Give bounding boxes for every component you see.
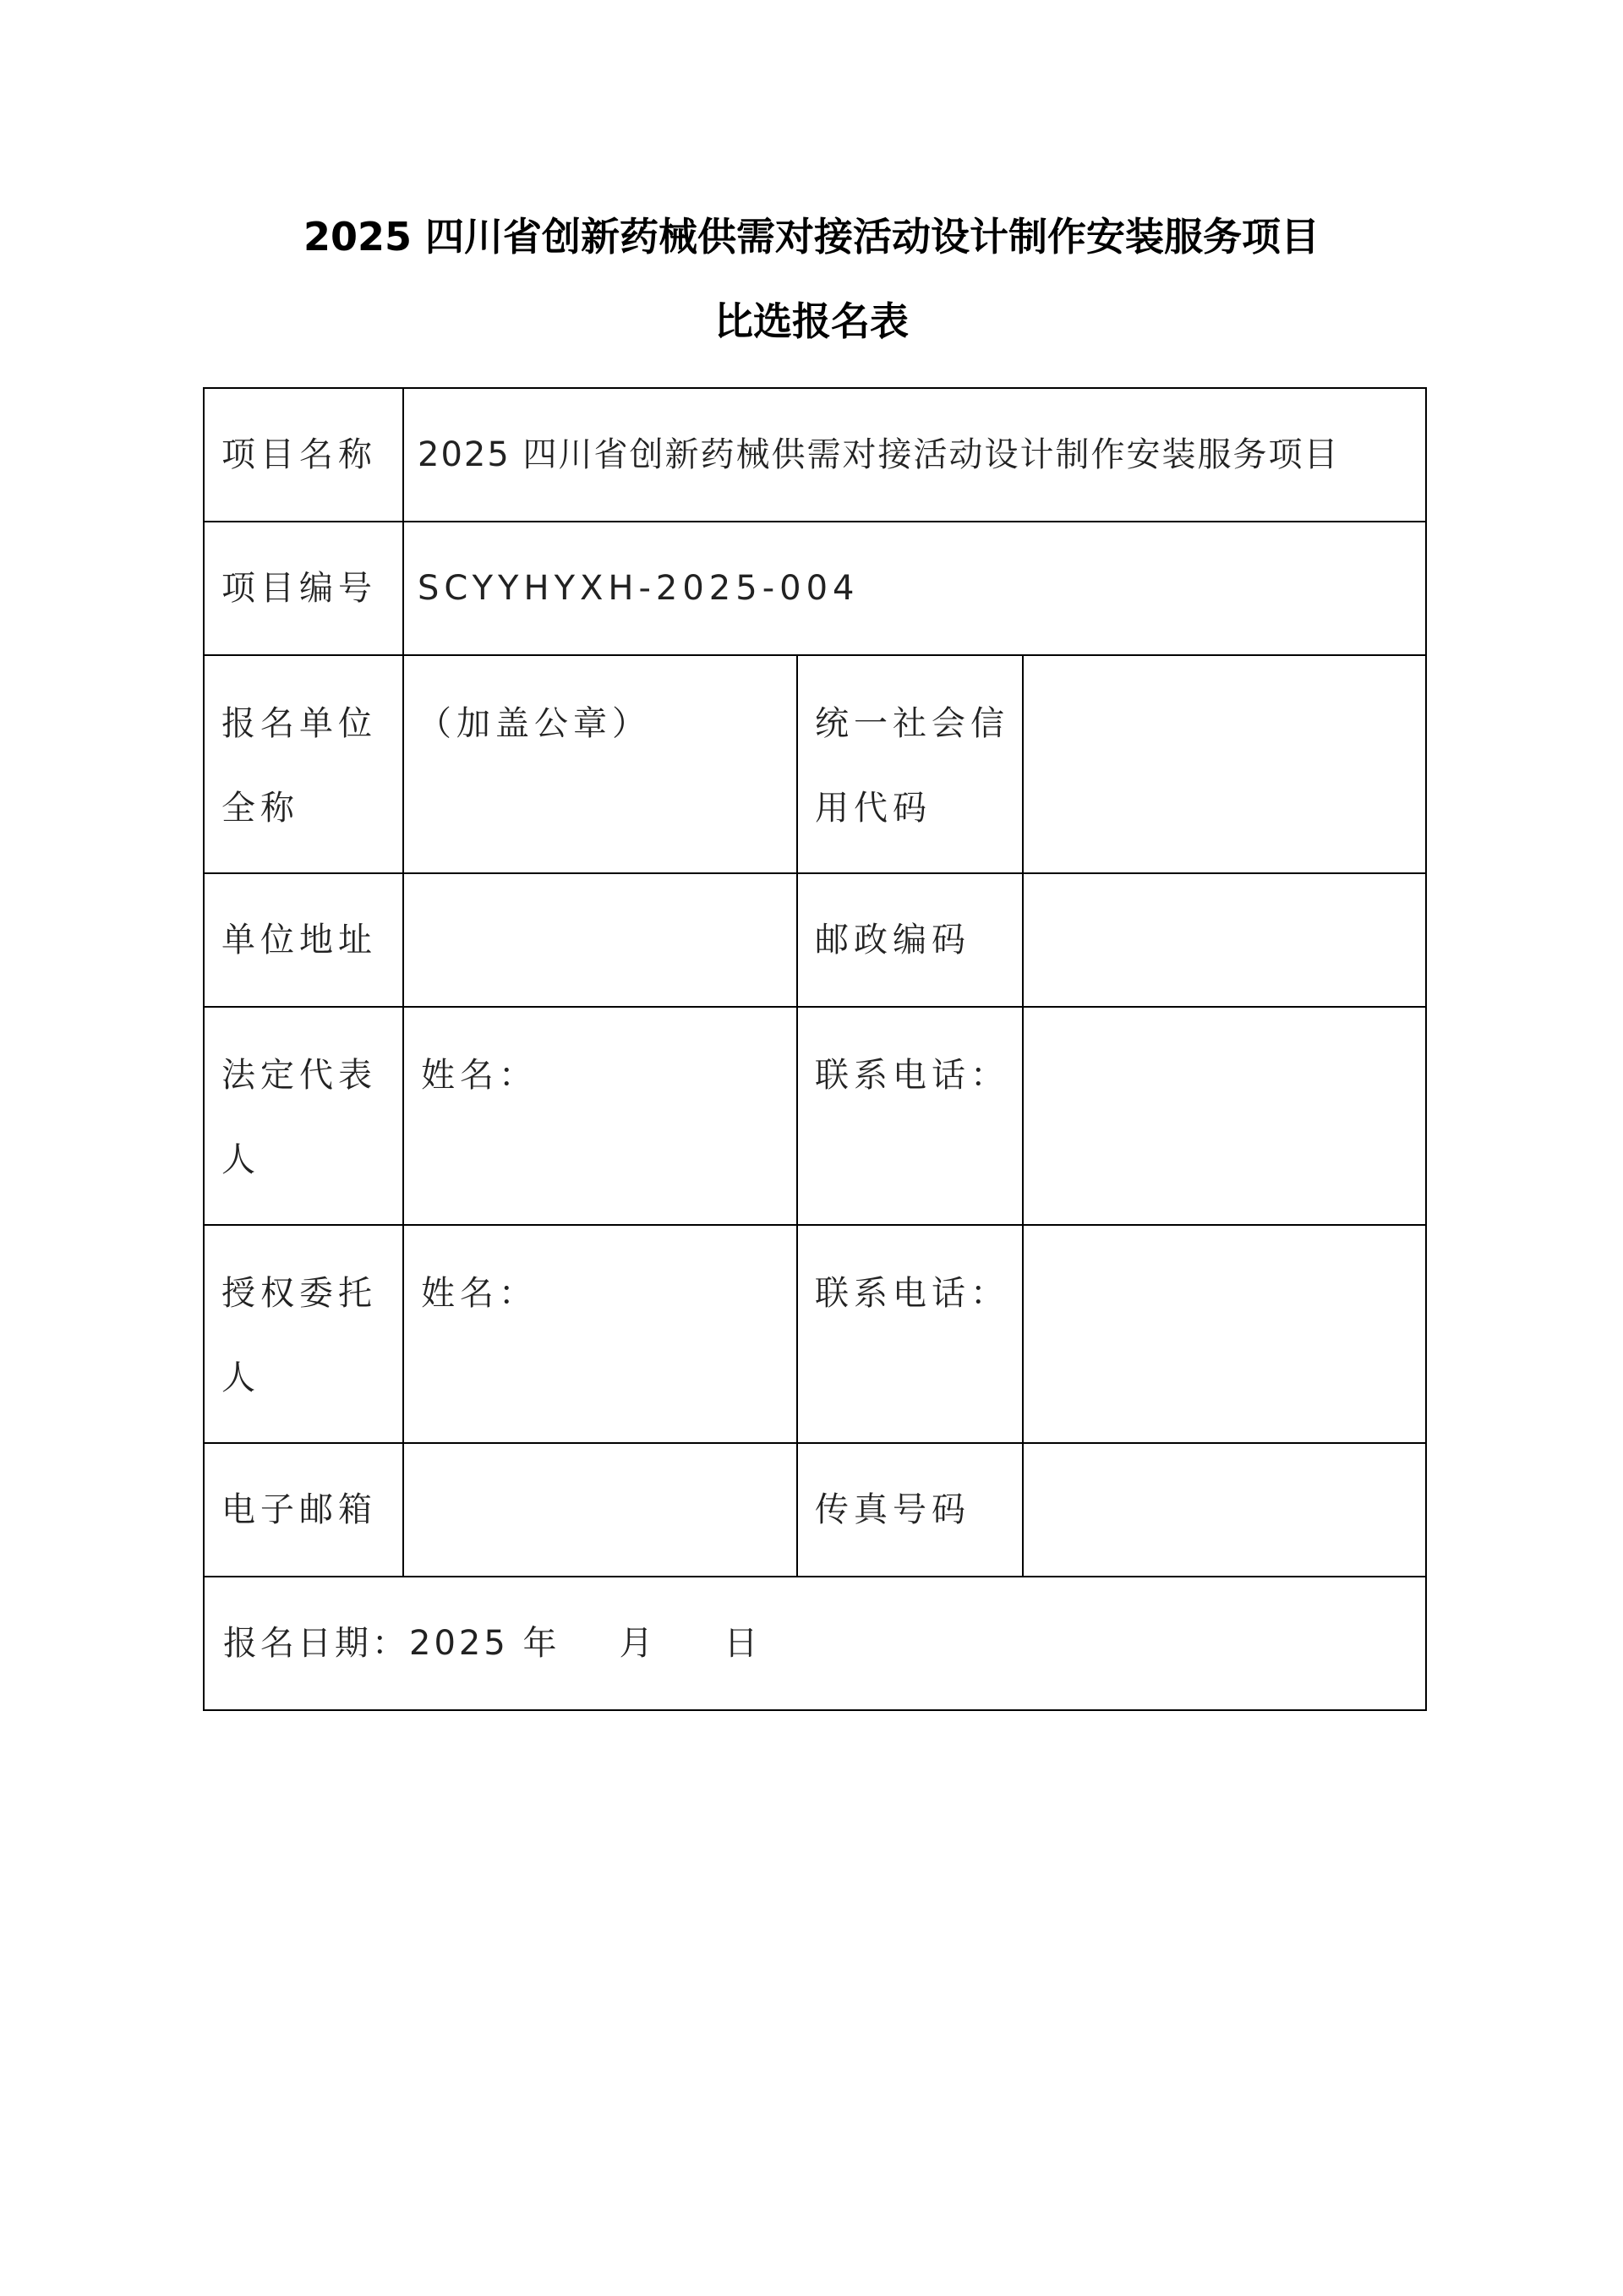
- row-address: [204, 873, 1426, 1007]
- credit-code-label: 统一社会信用代码: [797, 655, 1023, 873]
- postcode-label: 邮政编码: [797, 873, 1023, 1007]
- legal-rep-phone-label: 联系电话：: [797, 1007, 1023, 1225]
- email-field[interactable]: [403, 1443, 797, 1577]
- agent-phone-label: 联系电话：: [797, 1225, 1023, 1443]
- row-legal-rep: [204, 1007, 1426, 1225]
- agent-name-field[interactable]: 姓名：: [403, 1225, 797, 1443]
- project-no-value: SCYYHYXH-2025-004: [403, 522, 1426, 655]
- document-title: 2025 四川省创新药械供需对接活动设计制作安装服务项目: [303, 214, 1320, 260]
- registration-form-table: [203, 387, 1427, 1711]
- unit-name-field[interactable]: （加盖公章）: [403, 655, 797, 873]
- row-date: [204, 1577, 1426, 1710]
- date-day-label: 日: [724, 1624, 762, 1663]
- row-agent: [204, 1225, 1426, 1443]
- project-name-label: 项目名称: [204, 388, 403, 522]
- agent-phone-field[interactable]: [1023, 1225, 1426, 1443]
- fax-field[interactable]: [1023, 1443, 1426, 1577]
- address-label: 单位地址: [204, 873, 403, 1007]
- row-project-no: [204, 522, 1426, 655]
- fax-label: 传真号码: [797, 1443, 1023, 1577]
- agent-label: 授权委托人: [204, 1225, 403, 1443]
- email-label: 电子邮箱: [204, 1443, 403, 1577]
- project-name-value: 2025 四川省创新药械供需对接活动设计制作安装服务项目: [403, 388, 1426, 522]
- legal-rep-phone-field[interactable]: [1023, 1007, 1426, 1225]
- address-field[interactable]: [403, 873, 797, 1007]
- date-prefix: 报名日期：2025 年: [223, 1624, 560, 1663]
- project-no-label: 项目编号: [204, 522, 403, 655]
- row-email: [204, 1443, 1426, 1577]
- row-unit-name: [204, 655, 1426, 873]
- postcode-field[interactable]: [1023, 873, 1426, 1007]
- date-month-label: 月: [619, 1624, 657, 1663]
- legal-rep-label: 法定代表人: [204, 1007, 403, 1225]
- row-project-name: [204, 388, 1426, 522]
- legal-rep-name-field[interactable]: 姓名：: [403, 1007, 797, 1225]
- document-subtitle: 比选报名表: [714, 298, 909, 344]
- unit-name-label: 报名单位全称: [204, 655, 403, 873]
- credit-code-field[interactable]: [1023, 655, 1426, 873]
- registration-date[interactable]: [204, 1577, 1426, 1710]
